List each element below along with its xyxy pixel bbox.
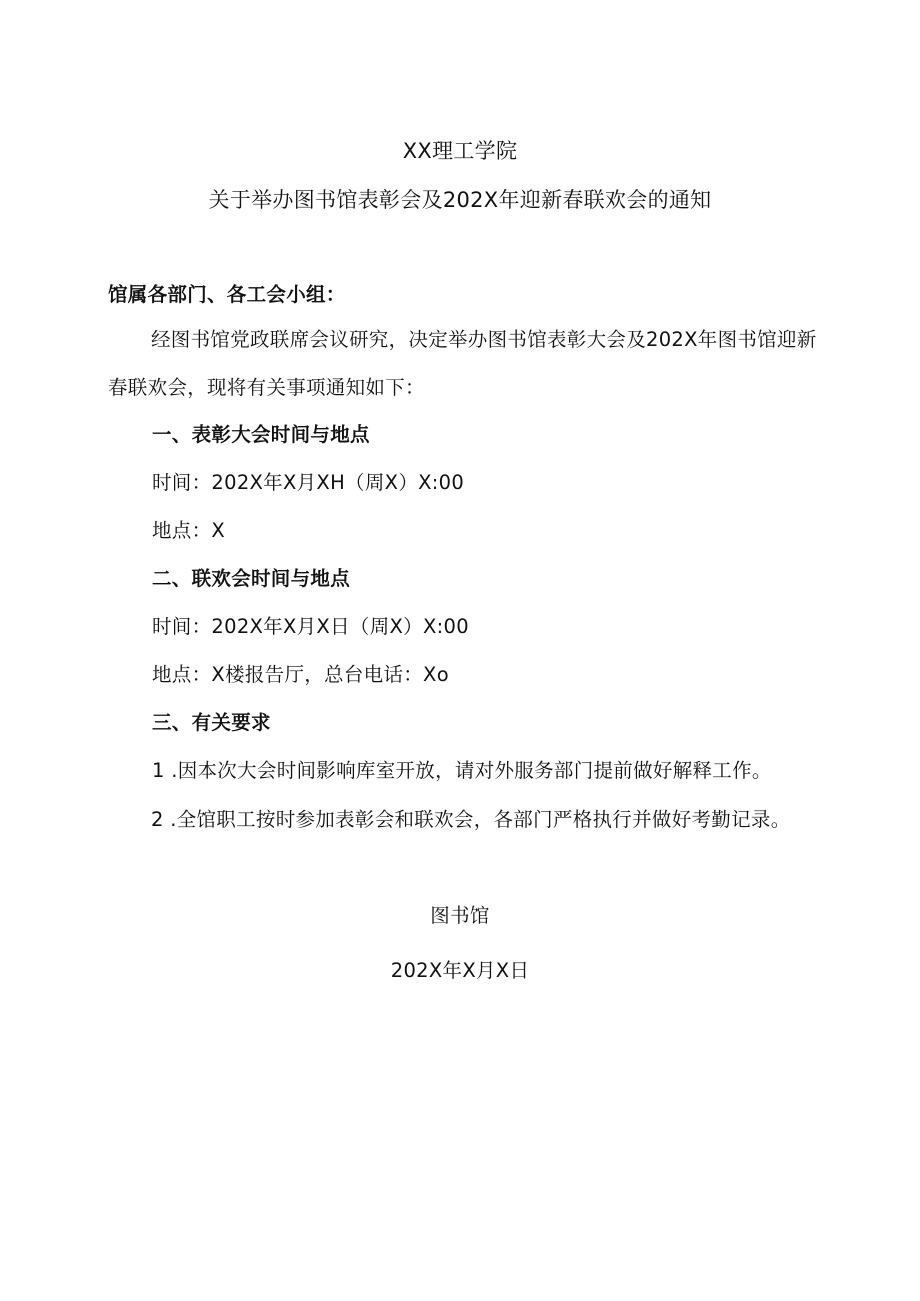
section1-heading: 一、表彰大会时间与地点 — [152, 423, 370, 446]
section2-heading: 二、联欢会时间与地点 — [152, 567, 351, 590]
requirement-item-1: 1 .因本次大会时间影响库室开放，请对外服务部门提前做好解释工作。 — [152, 759, 772, 782]
notice-title: 关于举办图书馆表彰会及202X年迎新春联欢会的通知 — [208, 188, 712, 212]
signature: 图书馆 — [430, 904, 490, 927]
section1-place: 地点：X — [152, 519, 226, 542]
salutation: 馆属各部门、各工会小组： — [108, 283, 346, 306]
issue-date: 202X年X月X日 — [390, 959, 530, 982]
school-name: XX理工学院 — [402, 139, 518, 163]
requirement-item-2: 2 .全馆职工按时参加表彰会和联欢会，各部门严格执行并做好考勤记录。 — [151, 808, 791, 831]
section2-place: 地点：X楼报告厅，总台电话：Xo — [152, 663, 449, 686]
intro-paragraph: 经图书馆党政联席会议研究，决定举办图书馆表彰大会及202X年图书馆迎新春联欢会，现将有关事项通知如下： — [108, 328, 817, 399]
section2-time: 时间：202X年X月X日（周X）X:00 — [152, 615, 469, 638]
section3-heading: 三、有关要求 — [152, 711, 271, 734]
section1-time: 时间：202X年X月XH（周X）X:00 — [152, 471, 465, 494]
